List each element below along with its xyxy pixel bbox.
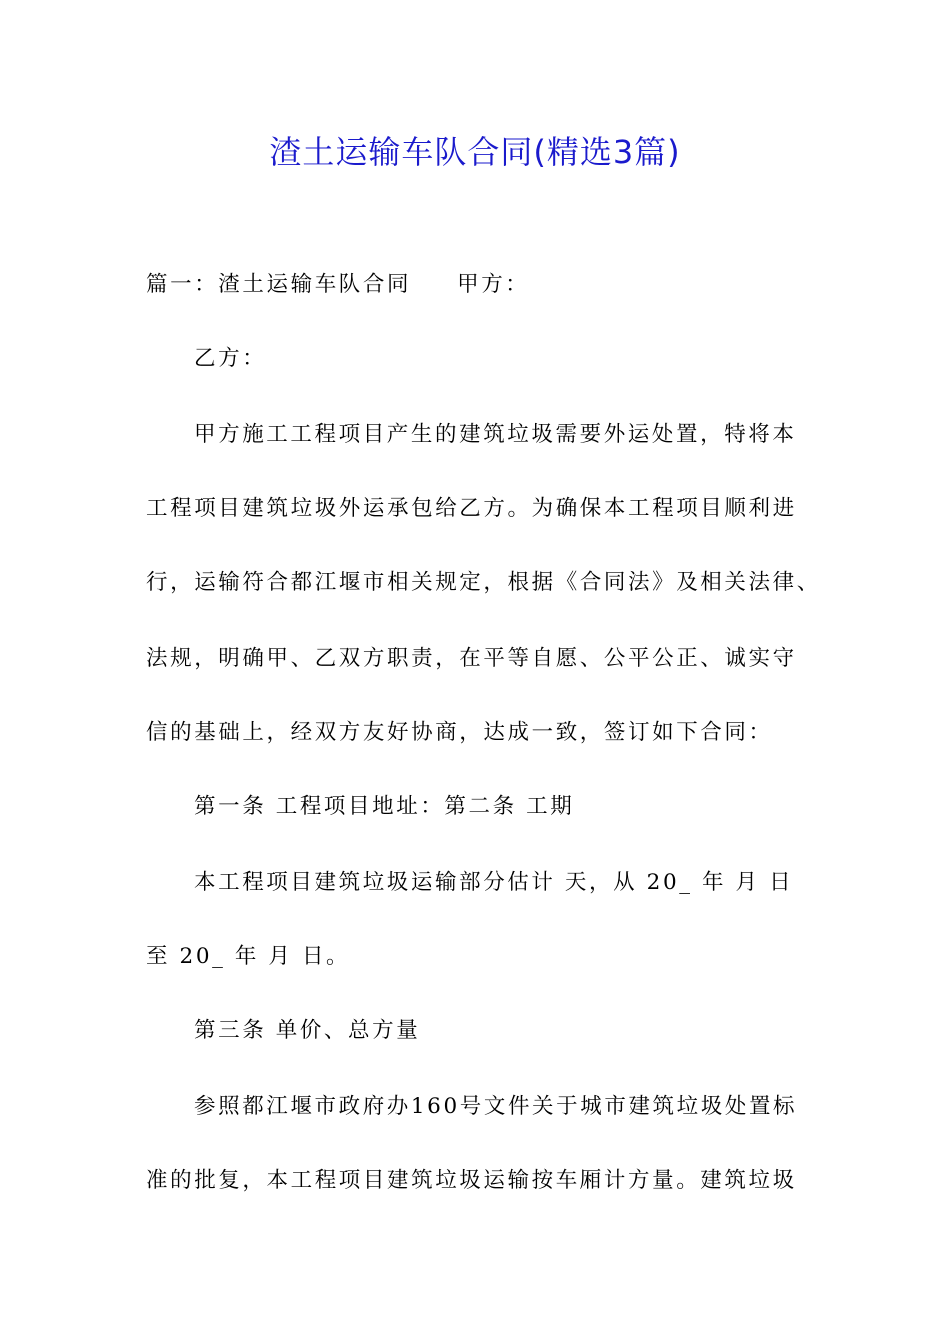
- paragraph-line: 准的批复，本工程项目建筑垃圾运输按车厢计方量。建筑垃圾: [146, 1168, 797, 1193]
- paragraph-line: 本工程项目建筑垃圾运输部分估计 天，从 20_ 年 月 日: [194, 870, 794, 895]
- paragraph-line: 行，运输符合都江堰市相关规定，根据《合同法》及相关法律、: [146, 570, 821, 595]
- article-heading: 第三条 单价、总方量: [194, 1018, 421, 1043]
- document-title: 渣土运输车队合同(精选3篇): [269, 133, 681, 171]
- party-b-label: 乙方：: [194, 346, 267, 371]
- section-heading: 篇一：渣土运输车队合同: [146, 272, 412, 297]
- section-heading-line: [146, 269, 529, 301]
- paragraph-line: 工程项目建筑垃圾外运承包给乙方。为确保本工程项目顺利进: [146, 496, 797, 521]
- paragraph-line: 至 20_ 年 月 日。: [146, 944, 351, 969]
- paragraph-line: 甲方施工工程项目产生的建筑垃圾需要外运处置，特将本: [194, 422, 797, 447]
- paragraph-line: 信的基础上，经双方友好协商，达成一致，签订如下合同：: [146, 720, 773, 745]
- paragraph-line: 参照都江堰市政府办160号文件关于城市建筑垃圾处置标: [194, 1094, 798, 1119]
- party-a-label: 甲方：: [457, 272, 530, 297]
- paragraph-line: 法规，明确甲、乙双方职责，在平等自愿、公平公正、诚实守: [146, 646, 797, 671]
- article-heading: 第一条 工程项目地址：第二条 工期: [194, 794, 575, 819]
